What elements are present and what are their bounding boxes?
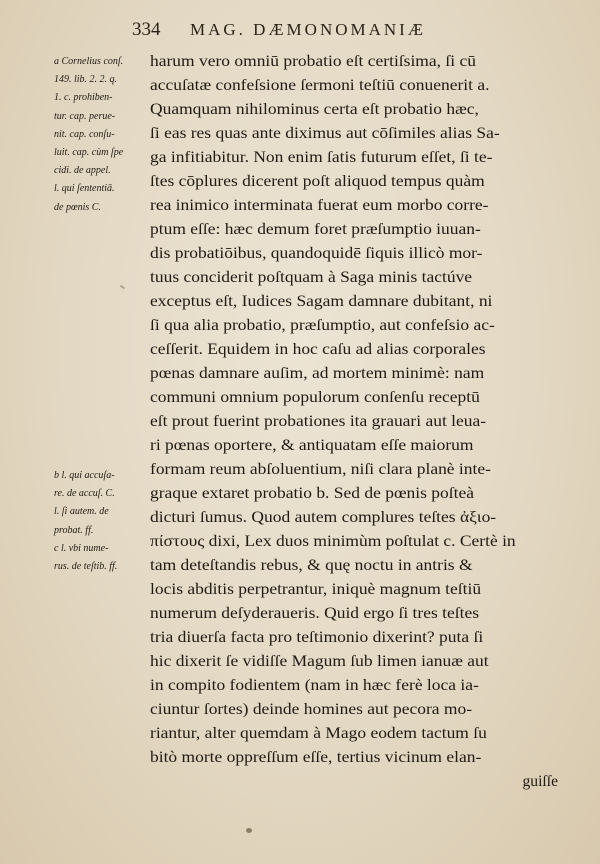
text-line: ptum eſſe: hæc demum foret præſumptio iuuan- (150, 221, 481, 238)
margin-note-line: l. ſi autem. de (54, 506, 109, 518)
text-line: pœnas damnare auſim, ad mortem minimè: nam (150, 365, 485, 382)
margin-note-line: 1. c. prohiben- (54, 92, 113, 104)
text-line: tam deteſtandis rebus, & quę noctu in antris & (150, 557, 473, 574)
page-header (130, 19, 570, 47)
text-line: ſi eas res quas ante diximus aut cōſimiles alias Sa- (150, 125, 500, 142)
text-line: harum vero omniū probatio eſt certiſsima, ſi cū (150, 53, 476, 70)
running-head: MAG. DÆMONOMANIÆ (190, 20, 426, 39)
text-line: ceſſerit. Equidem in hoc caſu ad alias corporales (150, 341, 486, 358)
margin-note-line: c l. vbi nume- (54, 542, 109, 554)
margin-note-line: luit. cap. cùm ſpe (54, 147, 124, 159)
text-line: ſi qua alia probatio, præſumptio, aut confeſsio ac- (150, 317, 495, 334)
text-line: dicturi ſumus. Quod autem complures teſtes ἀξιο- (150, 509, 497, 526)
text-line: communi omnium populorum conſenſu receptū (150, 389, 480, 406)
text-line: exceptus eſt, Iudices Sagam damnare dubitant, ni (150, 293, 493, 310)
text-line: ga infitiabitur. Non enim ſatis futurum eſſet, ſi te- (150, 149, 493, 166)
text-line: ri pœnas oportere, & antiquatam eſſe maiorum (150, 437, 474, 454)
margin-note-line: b l. qui accuſa- (54, 470, 115, 481)
margin-note-line: rus. de teſtib. ff. (54, 561, 118, 573)
text-line: πίστους dixi, Lex duos minimùm poſtulat c. Certè in (150, 533, 516, 550)
catchword: guiſſe (522, 773, 558, 790)
text-line: ciuntur ſortes) deinde homines aut pecora mo- (150, 701, 473, 718)
text-line: tuus conciderit poſtquam à Saga minis tactúve (150, 269, 473, 286)
margin-note-line: re. de accuſ. C. (54, 488, 115, 500)
page-number: 334 (132, 19, 161, 40)
text-line: accuſatæ confeſsione ſermoni teſtiū conuenerit a. (150, 77, 490, 94)
margin-note-line: cidi. de appel. (54, 165, 111, 177)
main-text-block (150, 50, 570, 794)
text-line: eſt prout fuerint probationes ita grauari aut leua- (150, 413, 487, 430)
text-line: locis abditis perpetrantur, iniquè magnum teſtiū (150, 581, 482, 598)
text-line: dis probatiōibus, quandoquidē ſiquis illicò mor- (150, 245, 483, 262)
margin-note-line: nit. cap. conſu- (54, 128, 115, 140)
ink-mark (120, 285, 125, 290)
text-line: bitò morte oppreſſum eſſe, tertius vicinum elan- (150, 749, 482, 766)
text-line: Quamquam nihilominus certa eſt probatio hæc, (150, 101, 479, 118)
text-line: graque extaret probatio b. Sed de pœnis poſteà (150, 485, 474, 502)
margin-note-line: tur. cap. perue- (54, 110, 116, 122)
margin-note-line: a Cornelius conſ. (54, 56, 124, 67)
text-line: riantur, alter quemdam à Mago eodem tactum ſu (150, 725, 487, 742)
margin-note-line: 149. lib. 2. 2. q. (54, 74, 118, 86)
text-line: numerum deſyderaueris. Quid ergo ſi tres teſtes (150, 605, 479, 622)
margin-note-line: l. qui ſententiā. (54, 183, 115, 195)
text-line: formam reum abſoluentium, niſi clara planè inte- (150, 461, 491, 478)
text-line: in compito fodientem (nam in hæc ferè loca ia- (150, 677, 479, 694)
ink-stain (246, 828, 252, 833)
text-line: ſtes cōplures dicerent poſt aliquod tempus quàm (150, 173, 485, 190)
margin-note-a (54, 53, 154, 217)
text-line: rea inimico interminata fuerat eum morbo corre- (150, 197, 489, 214)
text-line: hic dixerit ſe vidiſſe Magum ſub limen ianuæ aut (150, 653, 489, 670)
margin-note-b (54, 467, 154, 576)
margin-note-line: probat. ff. (54, 524, 94, 536)
text-line: tria diuerſa facta pro teſtimonio dixerint? puta ſi (150, 629, 484, 646)
margin-note-line: de pœnis C. (54, 201, 101, 213)
